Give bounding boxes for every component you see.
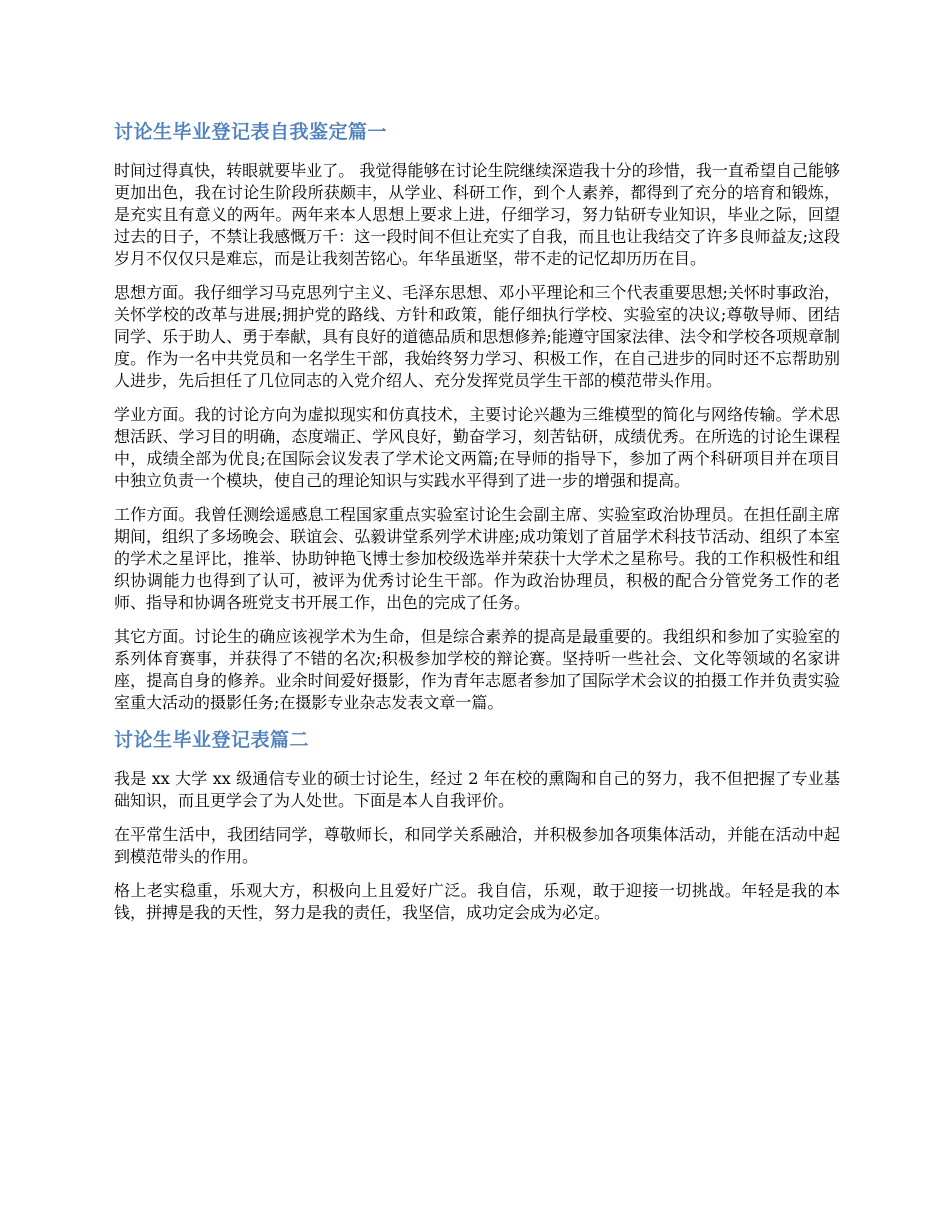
- section-1-paragraph-5: 其它方面。讨论生的确应该视学术为生命，但是综合素养的提高是最重要的。我组织和参加了实验室的系列体育赛事，并获得了不错的名次;积极参加学校的辩论赛。坚持听一些社会、文化等领域的名家讲座，提高自身的修养。业余时间爱好摄影，作为青年志愿者参加了国际学术会议的拍摄工作并负责实验室重大活动的摄影任务;在摄影专业杂志发表文章一篇。: [114, 627, 840, 712]
- section-1-paragraph-2: 思想方面。我仔细学习马克思列宁主义、毛泽东思想、邓小平理论和三个代表重要思想;关怀时事政治，关怀学校的改革与进展;拥护党的路线、方针和政策，能仔细执行学校、实验室的决议;尊敬导师、团结同学、乐于助人、勇于奉献，具有良好的道德品质和思想修养;能遵守国家法律、法令和学校各项规章制度。作为一名中共党员和一名学生干部，我始终努力学习、积极工作，在自己进步的同时还不忘帮助别人进步，先后担任了几位同志的入党介绍人、充分发挥党员学生干部的模范带头作用。: [114, 283, 840, 390]
- section-1-paragraph-3: 学业方面。我的讨论方向为虚拟现实和仿真技术，主要讨论兴趣为三维模型的简化与网络传输。学术思想活跃、学习目的明确，态度端正、学风良好，勤奋学习，刻苦钻研，成绩优秀。在所选的讨论生课程中，成绩全部为优良;在国际会议发表了学术论文两篇;在导师的指导下，参加了两个科研项目并在项目中独立负责一个模块，使自己的理论知识与实践水平得到了进一步的增强和提高。: [114, 405, 840, 490]
- section-2-heading: 讨论生毕业登记表篇二: [114, 729, 310, 751]
- section-2-paragraph-1: 我是 xx 大学 xx 级通信专业的硕士讨论生，经过 2 年在校的熏陶和自己的努力，我不但把握了专业基础知识，而且更学会了为人处世。下面是本人自我评价。: [114, 769, 840, 810]
- document-page: [114, 118, 840, 936]
- section-2-paragraph-3: 格上老实稳重，乐观大方，积极向上且爱好广泛。我自信，乐观，敢于迎接一切挑战。年轻是我的本钱，拼搏是我的天性，努力是我的责任，我坚信，成功定会成为必定。: [114, 881, 840, 922]
- section-2-paragraph-2: 在平常生活中，我团结同学，尊敬师长，和同学关系融洽，并积极参加各项集体活动，并能在活动中起到模范带头的作用。: [114, 825, 840, 866]
- section-1-paragraph-4: 工作方面。我曾任测绘遥感息工程国家重点实验室讨论生会副主席、实验室政治协理员。在担任副主席期间，组织了多场晚会、联谊会、弘毅讲堂系列学术讲座;成功策划了首届学术科技节活动、组织了本室的学术之星评比，推举、协助钟艳飞博士参加校级选举并荣获十大学术之星称号。我的工作积极性和组织协调能力也得到了认可，被评为优秀讨论生干部。作为政治协理员，积极的配合分管党务工作的老师、指导和协调各班党支书开展工作，出色的完成了任务。: [114, 505, 840, 612]
- section-1-heading: 讨论生毕业登记表自我鉴定篇一: [114, 121, 388, 143]
- section-1-paragraph-1: 时间过得真快，转眼就要毕业了。 我觉得能够在讨论生院继续深造我十分的珍惜，我一直希望自己能够更加出色，我在讨论生阶段所获颇丰，从学业、科研工作，到个人素养，都得到了充分的培育和锻炼，是充实且有意义的两年。两年来本人思想上要求上进，仔细学习，努力钻研专业知识，毕业之际，回望过去的日子，不禁让我感慨万千：这一段时间不但让充实了自我，而且也让我结交了许多良师益友;这段岁月不仅仅只是难忘，而是让我刻苦铭心。年华虽逝坚，带不走的记忆却历历在目。: [114, 161, 840, 268]
